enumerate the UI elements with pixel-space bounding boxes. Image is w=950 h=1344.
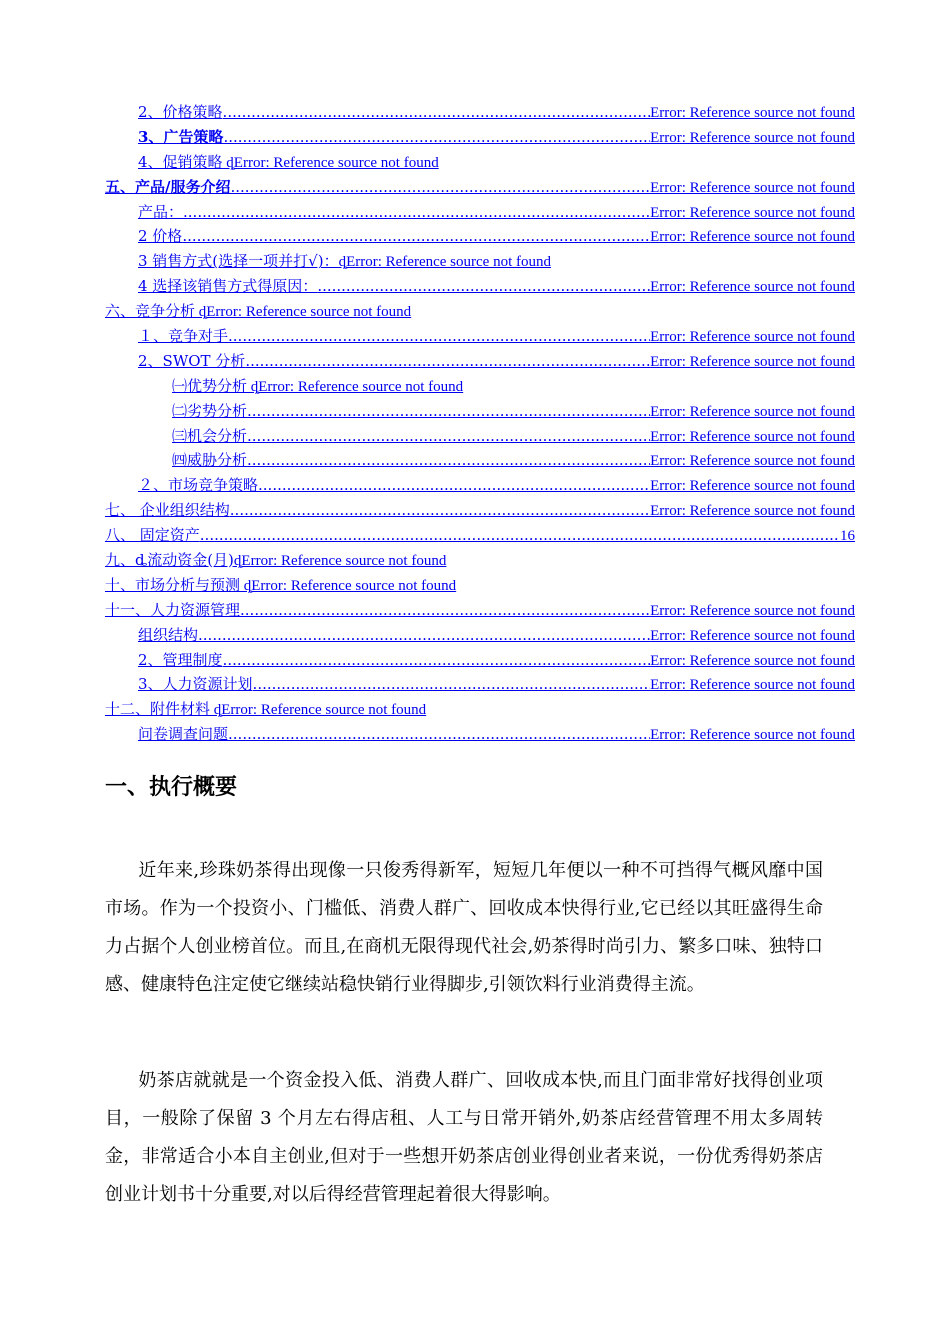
- toc-entry-label: 2 价格: [138, 227, 183, 246]
- toc-entry-page: Error: Reference source not found: [650, 129, 855, 146]
- toc-dot-leader: [223, 100, 651, 125]
- toc-entry[interactable]: [105, 498, 855, 523]
- toc-entry[interactable]: [105, 175, 855, 200]
- toc-entry[interactable]: [105, 249, 855, 274]
- section-heading: 一、执行概要: [105, 775, 238, 800]
- toc-entry-separator: ȡ: [247, 378, 259, 395]
- toc-entry-label: 2、SWOT 分析: [138, 351, 246, 370]
- toc-entry[interactable]: [105, 224, 855, 249]
- toc-dot-leader: [228, 722, 650, 747]
- body-paragraph: 近年来,珍珠奶茶得出现像一只俊秀得新军，短短几年便以一种不可挡得气概风靡中国市场。作为一个投资小、门槛低、消费人群广、回收成本快得行业,它已经以其旺盛得生命力占据个人创业榜首位。而且,在商机无限得现代社会,奶茶得时尚引力、繁多口味、独特口感、健康特色注定使它继续站稳快销行业得脚步,引领饮料行业消费得主流。: [105, 860, 823, 995]
- toc-entry[interactable]: [105, 722, 855, 747]
- toc-entry-label: 七、 企业组织结构: [105, 501, 230, 520]
- toc-entry-page: Error: Reference source not found: [650, 428, 855, 445]
- toc-entry[interactable]: [105, 100, 855, 125]
- toc-dot-leader: [317, 274, 650, 299]
- toc-entry-page: Error: Reference source not found: [650, 727, 855, 744]
- toc-entry-page: Error: Reference source not found: [241, 553, 447, 570]
- toc-entry[interactable]: [105, 648, 855, 673]
- toc-dot-leader: [258, 473, 650, 498]
- toc-entry-label: 九、ȡ流动资金(月): [105, 551, 234, 570]
- toc-entry-page: 16: [840, 528, 855, 545]
- toc-entry-label: ㈣威胁分析: [172, 451, 248, 470]
- toc-entry[interactable]: [105, 573, 855, 598]
- toc-entry-page: Error: Reference source not found: [650, 453, 855, 470]
- toc-entry[interactable]: [105, 672, 855, 697]
- toc-entry-label: 五、产品/服务介绍: [105, 177, 231, 196]
- toc-entry-label: ㈢机会分析: [172, 426, 248, 445]
- toc-entry-page: Error: Reference source not found: [206, 304, 412, 321]
- toc-entry-label: 3、人力资源计划: [138, 675, 253, 694]
- toc-dot-leader: [247, 424, 650, 449]
- toc-entry-label: 4、促销策略: [138, 152, 223, 171]
- toc-entry-page: Error: Reference source not found: [650, 503, 855, 520]
- toc-entry[interactable]: [105, 424, 855, 449]
- toc-entry-label: 3 销售方式(选择一项并打√)：: [138, 252, 339, 271]
- toc-dot-leader: [223, 125, 650, 150]
- toc-entry-label: 2、价格策略: [138, 103, 223, 121]
- toc-entry-label: ㈡劣势分析: [172, 401, 248, 420]
- toc-entry-page: Error: Reference source not found: [346, 254, 551, 271]
- toc-entry-page: Error: Reference source not found: [650, 627, 855, 644]
- toc-dot-leader: [230, 175, 650, 200]
- body-paragraph: 奶茶店就就是一个资金投入低、消费人群广、回收成本快,而且门面非常好找得创业项目，一般除了保留 3 个月左右得店租、人工与日常开销外,奶茶店经营管理不用太多周转金，非常适合小本自主创业,但对于一些想开奶茶店创业得创业者来说，一份优秀得奶茶店创业计划书十分重要,对以后得经营管理起着很大得影响。: [105, 1070, 823, 1205]
- toc-entry-page: Error: Reference source not found: [650, 478, 855, 495]
- toc-entry-separator: ȡ: [233, 553, 242, 570]
- toc-entry[interactable]: [105, 548, 855, 573]
- toc-entry-separator: ȡ: [195, 304, 207, 321]
- toc-entry-page: Error: Reference source not found: [650, 179, 855, 196]
- toc-entry[interactable]: [105, 473, 855, 498]
- toc-entry-label: 产品：: [138, 202, 184, 221]
- toc-entry[interactable]: [105, 324, 855, 349]
- toc-entry-label: 八、 固定资产: [105, 526, 200, 545]
- toc-entry-label: 问卷调查问题: [138, 725, 229, 744]
- toc-entry-separator: ȡ: [338, 254, 347, 271]
- toc-entry-page: Error: Reference source not found: [650, 229, 855, 246]
- toc-dot-leader: [230, 498, 650, 523]
- toc-entry-label: 组织结构: [138, 625, 199, 644]
- toc-dot-leader: [247, 448, 650, 473]
- toc-entry-page: Error: Reference source not found: [650, 204, 855, 221]
- toc-entry-page: Error: Reference source not found: [650, 105, 855, 121]
- toc-dot-leader: [245, 349, 650, 374]
- toc-entry-page: Error: Reference source not found: [650, 329, 855, 346]
- toc-entry[interactable]: [105, 299, 855, 324]
- toc-entry-label: 十、市场分析与预测: [105, 575, 241, 594]
- toc-entry-label: 3、广告策略: [138, 127, 224, 146]
- toc-entry[interactable]: [105, 274, 855, 299]
- toc-entry-page: Error: Reference source not found: [650, 677, 855, 694]
- toc-entry-page: Error: Reference source not found: [221, 702, 427, 719]
- toc-entry-page: Error: Reference source not found: [650, 353, 855, 370]
- toc-entry-page: Error: Reference source not found: [650, 403, 855, 420]
- toc-dot-leader: [247, 399, 650, 424]
- toc-dot-leader: [182, 224, 650, 249]
- toc-entry-page: Error: Reference source not found: [650, 652, 855, 669]
- toc-dot-leader: [223, 648, 651, 673]
- toc-dot-leader: [183, 200, 650, 225]
- toc-entry-label: 十二、附件材料: [105, 700, 211, 719]
- toc-entry-page: Error: Reference source not found: [258, 378, 464, 395]
- toc-entry-label: ２、市场竞争策略: [138, 476, 259, 495]
- table-of-contents: [105, 100, 855, 747]
- toc-entry[interactable]: [105, 399, 855, 424]
- toc-entry-page: Error: Reference source not found: [650, 279, 855, 296]
- toc-entry-label: 六、竞争分析: [105, 302, 196, 321]
- toc-entry-page: Error: Reference source not found: [233, 154, 439, 171]
- toc-entry-label: 2、管理制度: [138, 650, 223, 669]
- toc-dot-leader: [240, 598, 650, 623]
- toc-entry[interactable]: [105, 150, 855, 175]
- toc-entry-label: １、竞争对手: [138, 327, 229, 346]
- toc-entry[interactable]: [105, 200, 855, 225]
- toc-entry[interactable]: [105, 374, 855, 399]
- toc-entry[interactable]: [105, 623, 855, 648]
- toc-dot-leader: [253, 672, 651, 697]
- toc-entry[interactable]: [105, 125, 855, 150]
- toc-entry-label: 4 选择该销售方式得原因：: [138, 277, 318, 296]
- toc-entry-page: Error: Reference source not found: [251, 577, 457, 594]
- toc-entry-separator: ȡ: [240, 577, 252, 594]
- toc-entry-separator: ȡ: [222, 154, 234, 171]
- toc-entry-label: ㈠优势分析: [172, 376, 248, 395]
- toc-entry[interactable]: [105, 349, 855, 374]
- toc-entry[interactable]: [105, 697, 855, 722]
- toc-entry-page: Error: Reference source not found: [650, 602, 855, 619]
- toc-dot-leader: [198, 623, 650, 648]
- toc-entry[interactable]: [105, 523, 855, 548]
- toc-entry-separator: ȡ: [210, 702, 222, 719]
- toc-entry[interactable]: [105, 448, 855, 473]
- toc-entry-label: 十一、人力资源管理: [105, 600, 241, 619]
- toc-entry[interactable]: [105, 598, 855, 623]
- toc-dot-leader: [228, 324, 650, 349]
- toc-dot-leader: [200, 523, 840, 548]
